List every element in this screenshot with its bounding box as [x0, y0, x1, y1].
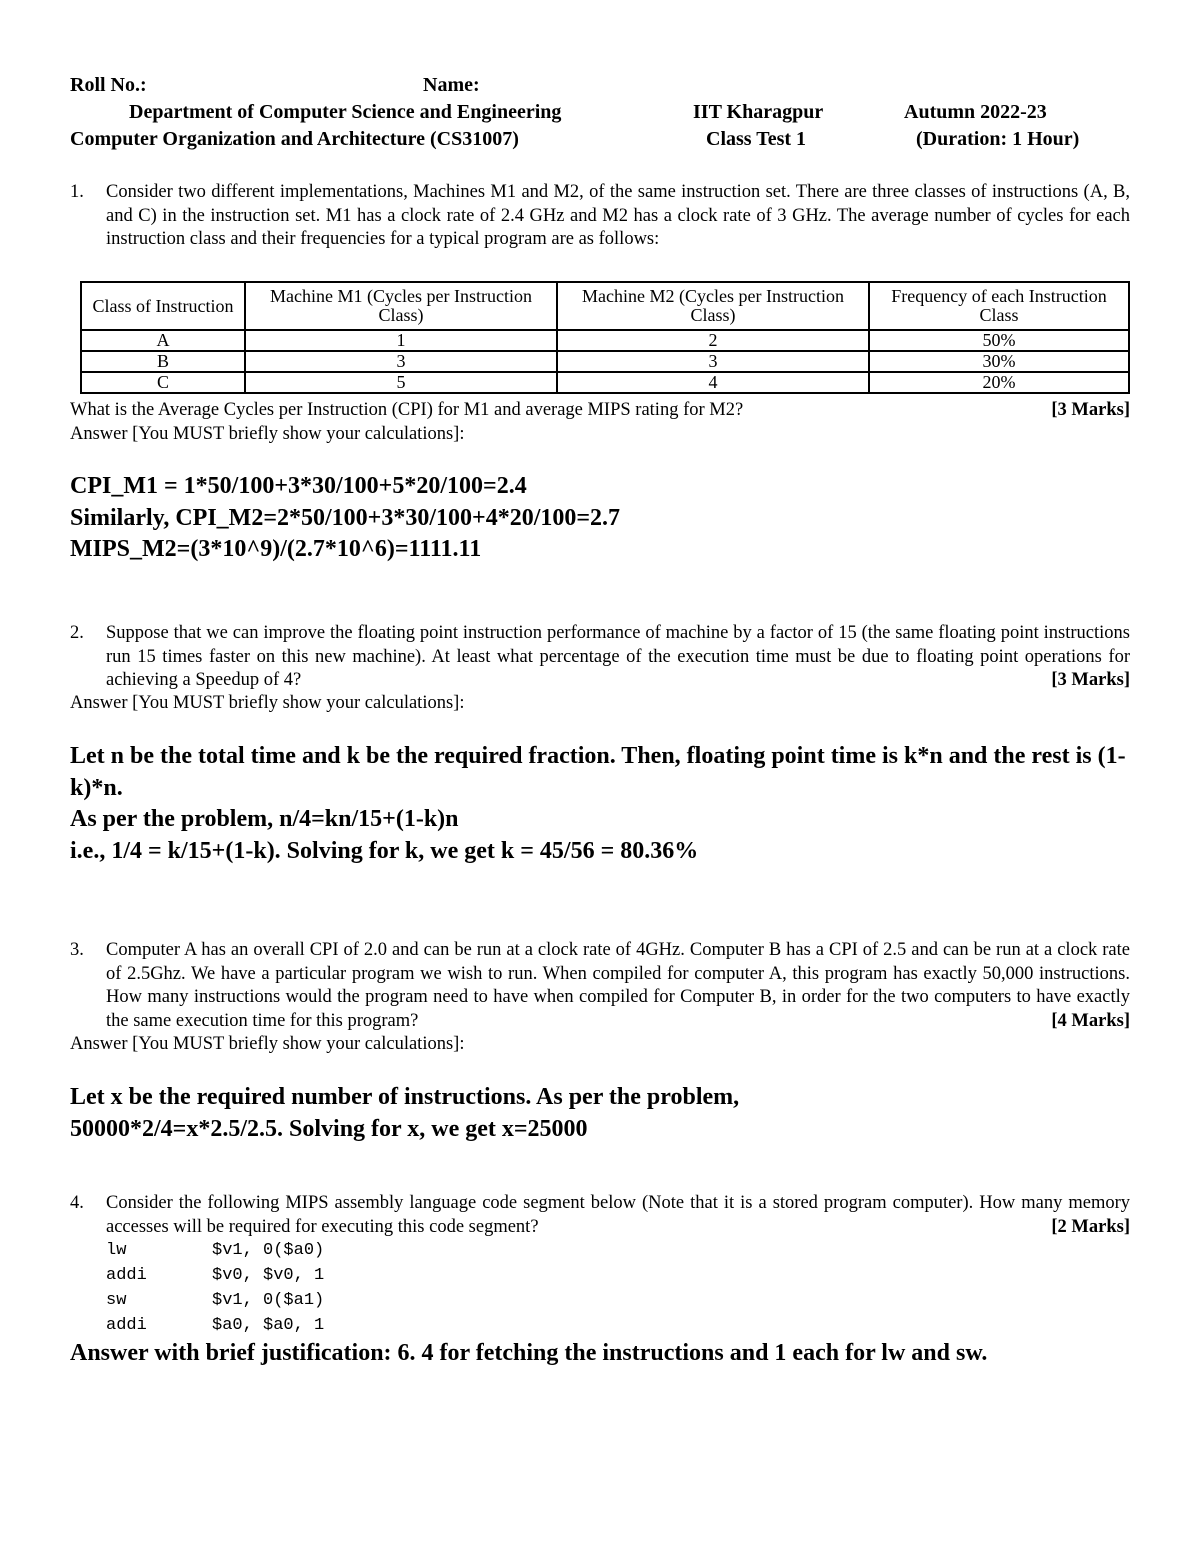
question-number: 1.	[70, 182, 84, 202]
question-1	[70, 181, 1130, 252]
table-cell: 20%	[869, 372, 1129, 393]
cpi-table	[80, 281, 1130, 394]
code-op: sw	[106, 1291, 127, 1310]
question-number: 2.	[70, 623, 84, 643]
table-cell: 4	[557, 372, 869, 393]
question-body	[106, 1192, 1130, 1239]
question-body	[106, 939, 1130, 1033]
question-body	[106, 622, 1130, 693]
answer-line	[70, 534, 1130, 566]
roll-no-label: Roll No.:	[70, 74, 147, 96]
answer-prompt: Answer [You MUST briefly show your calculations]:	[70, 424, 465, 444]
code-line	[106, 1288, 324, 1313]
table-cell: 2	[557, 330, 869, 351]
code-line	[106, 1313, 324, 1338]
answer-line: Let x be the required number of instructions. As per the problem,	[70, 1084, 740, 1110]
question-text: Consider two different implementations, Machines M1 and M2, of the same instruction set. There are three classes of instructions (A, B, and C) in the instruction set. M1 has a clock rate of 2.4 GHz and M2 has a clock rate of 3 GHz. The average number of cycles for each instruction class and their frequencies for a typical program are as follows:	[106, 182, 1130, 249]
code-op: addi	[106, 1266, 147, 1285]
question-2	[70, 622, 1130, 693]
code-line	[106, 1263, 324, 1288]
table-cell: 5	[245, 372, 557, 393]
answer-line-text: CPI_M1 = 1*50/100+3*30/100+5*20/100=	[70, 473, 497, 499]
code-segment	[106, 1238, 324, 1338]
answer-line: 50000*2/4=x*2.5/2.5. Solving for x, we get x=25000	[70, 1115, 588, 1142]
duration: (Duration: 1 Hour)	[916, 128, 1080, 150]
answer-prompt: Answer [You MUST briefly show your calculations]:	[70, 693, 465, 713]
table-cell: 1	[245, 330, 557, 351]
course-title: Computer Organization and Architecture (CS31007)	[70, 128, 519, 150]
semester: Autumn 2022-23	[904, 101, 1047, 123]
marks-label: [4 Marks]	[1051, 1010, 1130, 1031]
code-args: $a0, $a0, 1	[212, 1316, 325, 1335]
code-line	[106, 1238, 324, 1263]
table-header: Frequency of each Instruction Class	[869, 282, 1129, 330]
answer-3	[70, 1082, 1130, 1145]
code-args: $v0, $v0, 1	[212, 1266, 325, 1285]
name-label: Name:	[423, 74, 480, 96]
table-cell: 50%	[869, 330, 1129, 351]
question-number: 4.	[70, 1193, 84, 1213]
answer-2	[70, 741, 1130, 867]
table-cell: 30%	[869, 351, 1129, 372]
answer-line	[70, 503, 1130, 535]
question-3	[70, 939, 1130, 1033]
code-op: lw	[106, 1241, 127, 1260]
institute: IIT Kharagpur	[693, 101, 824, 123]
question-text: Consider the following MIPS assembly language code segment below (Note that it is a stored program computer). How many memory accesses will be required for executing this code segment?	[106, 1193, 1130, 1237]
marks-label: [3 Marks]	[1051, 400, 1130, 420]
table-header: Machine M1 (Cycles per Instruction Class)	[245, 282, 557, 330]
answer-4: Answer with brief justification: 6. 4 for fetching the instructions and 1 each for lw and sw.	[70, 1340, 988, 1366]
table-cell: A	[81, 330, 245, 351]
table-cell: 3	[557, 351, 869, 372]
question-text: Computer A has an overall CPI of 2.0 and can be run at a clock rate of 4GHz. Computer B has a CPI of 2.5 and can be run at a clock rate of 2.5Ghz. We have a particular program we wish to run. When compiled for computer A, this program has exactly 50,000 instructions. How many instructions would the program need to have when compiled for Computer B, in order for the two computers to have exactly the same execution time for this program?	[106, 940, 1130, 1031]
code-args: $v1, 0($a1)	[212, 1291, 325, 1310]
table-cell: 3	[245, 351, 557, 372]
question-number: 3.	[70, 940, 84, 960]
table-row	[81, 330, 1129, 351]
question-subtext: What is the Average Cycles per Instruction (CPI) for M1 and average MIPS rating for M2?	[70, 400, 744, 420]
question-text: Suppose that we can improve the floating point instruction performance of machine by a factor of 15 (the same floating point instructions run 15 times faster on this new machine). At least what percentage of the execution time must be due to floating point operations for achieving a Speedup of 4?	[106, 623, 1130, 690]
marks-label: [3 Marks]	[1051, 670, 1130, 690]
table-header-row	[81, 282, 1129, 330]
answer-line-text: MIPS_M2=(3*10^9)/(2.7*10^6)=	[70, 536, 409, 562]
answer-1	[70, 471, 1130, 566]
answer-line: As per the problem, n/4=kn/15+(1-k)n	[70, 806, 459, 832]
table-header: Machine M2 (Cycles per Instruction Class)	[557, 282, 869, 330]
code-op: addi	[106, 1316, 147, 1335]
answer-line-result: 2.4	[496, 473, 527, 499]
code-args: $v1, 0($a0)	[212, 1241, 325, 1260]
test-name: Class Test 1	[706, 128, 807, 150]
answer-line	[70, 471, 1130, 503]
question-4	[70, 1192, 1130, 1239]
table-cell: C	[81, 372, 245, 393]
answer-line: i.e., 1/4 = k/15+(1-k). Solving for k, we get k = 45/56 = 80.36%	[70, 837, 699, 864]
question-1-prompt	[70, 399, 1130, 423]
answer-line: Let n be the total time and k be the required fraction. Then, floating point time is k*n and the rest is (1-k)*n.	[70, 743, 1126, 801]
table-cell: B	[81, 351, 245, 372]
department: Department of Computer Science and Engineering	[129, 101, 562, 123]
table-row	[81, 372, 1129, 393]
marks-label: [2 Marks]	[1051, 1216, 1130, 1237]
table-header: Class of Instruction	[81, 282, 245, 330]
answer-prompt: Answer [You MUST briefly show your calculations]:	[70, 1034, 465, 1054]
answer-line-text: Similarly, CPI_M2=2*50/100+3*30/100+4*20/100=2.7	[70, 504, 621, 531]
table-row	[81, 351, 1129, 372]
answer-line-result: 1111.11	[408, 536, 482, 562]
